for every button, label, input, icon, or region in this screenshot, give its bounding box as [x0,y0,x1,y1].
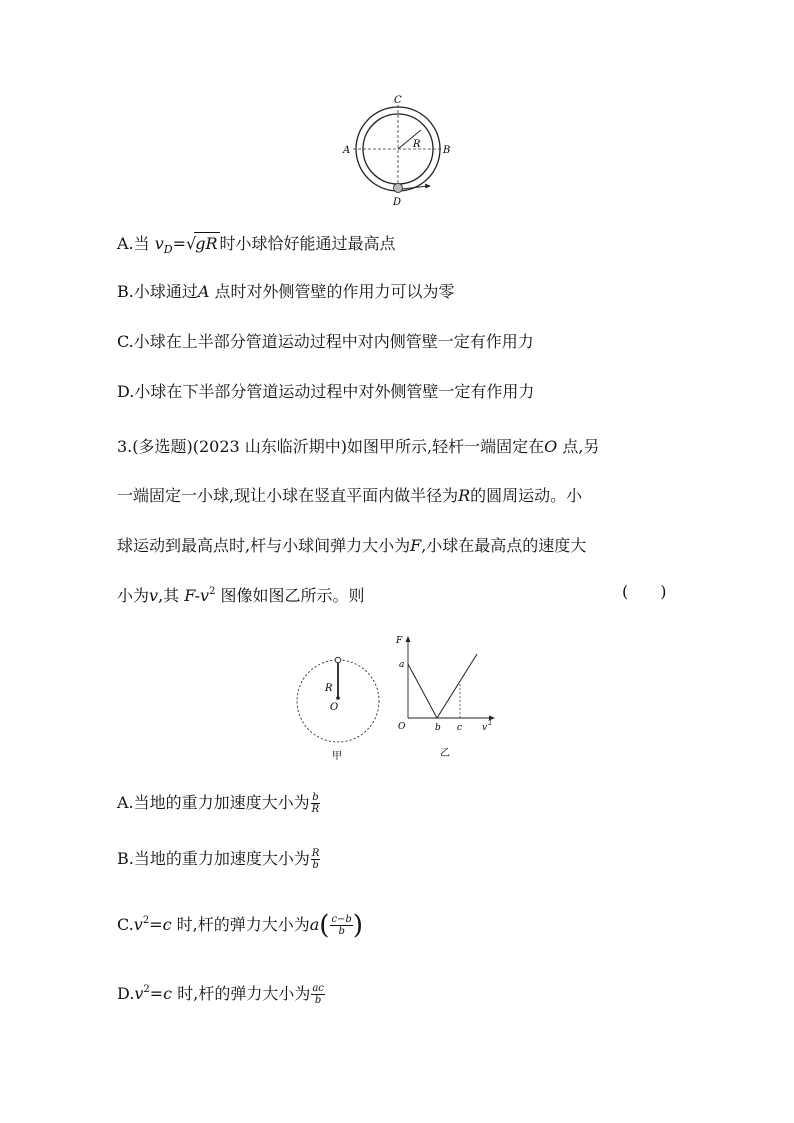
axis-label-exponent: 2 [488,720,492,727]
q3-option-d-mid: 时,杆的弹力大小为 [172,984,311,1003]
sqrt-body: gR [195,234,218,253]
q2-option-a [117,232,396,261]
tick-b: b [435,723,441,733]
fraction-denominator: b [338,926,345,937]
exponent: 2 [142,915,150,926]
label-A: A [343,145,351,156]
q2-option-b-pre: B.小球通过 [117,282,198,301]
label-O: O [330,702,339,713]
velocity-arrowhead [425,184,431,189]
pivot-o [336,696,340,700]
label-D: D [393,197,402,208]
exponent: 2 [209,586,216,597]
q2-option-a-suffix: 时小球恰好能通过最高点 [219,234,396,253]
ball [394,184,403,193]
caption-yi: 乙 [440,748,450,759]
velocity-symbol: v [134,984,144,1003]
graph-descending-segment [408,664,437,718]
q2-option-d: D.小球在下半部分管道运动过程中对外侧管壁一定有作用力 [117,382,535,401]
q2-option-b [117,281,455,303]
fraction-numerator: ac [312,983,324,994]
right-paren: ) [352,910,363,941]
q3-option-b [117,848,320,871]
answer-bracket: ( ) [622,582,667,601]
velocity-symbol: v [154,234,164,253]
point-a: A [197,282,210,301]
fraction-numerator: b [312,792,319,803]
q3-line2-post: 的圆周运动。小 [470,486,583,505]
q3-stem-line-4 [117,581,365,607]
tick-c: c [457,723,463,733]
c-symbol: c [162,915,172,934]
q3-line2-pre: 一端固定一小球,现让小球在竖直平面内做半径为 [117,486,459,505]
point-o: O [544,437,558,456]
left-paren: ( [319,910,330,941]
tick-a: a [399,660,405,670]
axis-label-F: F [396,636,403,646]
y-axis-arrow [406,636,411,642]
origin-O: O [398,722,406,732]
radius-symbol: R [458,486,471,505]
velocity-symbol: v [133,915,143,934]
label-R: R [413,139,421,150]
q3-option-b-text: B.当地的重力加速度大小为 [117,849,310,868]
q3-option-c-mid: 时,杆的弹力大小为 [171,915,310,934]
q3-option-a-text: A.当地的重力加速度大小为 [117,793,310,812]
equals-sign: = [172,234,187,253]
q3-line3-post: ,小球在最高点的速度大 [421,536,587,555]
fraction-denominator: b [314,995,322,1006]
q3-option-c [117,910,363,939]
exponent: 2 [143,984,150,995]
q3-stem-line-3 [117,535,586,557]
q3-line3-pre: 球运动到最高点时,杆与小球间弹力大小为 [117,536,411,555]
axis-label-v: v [482,723,488,733]
graph-name: F-v [184,586,210,605]
label-R: R [325,683,333,694]
fraction-denominator: R [311,804,320,815]
fraction-numerator: R [311,848,320,859]
q2-option-c: C.小球在上半部分管道运动过程中对内侧管壁一定有作用力 [117,332,534,351]
q3-option-c-pre: C. [117,915,134,934]
equals-sign: = [149,984,164,1003]
q2-option-b-post: 点时对外侧管壁的作用力可以为零 [209,282,455,301]
fraction-numerator: c−b [331,914,352,925]
figure-jia [292,654,384,766]
fraction-c-minus-b-over-b [330,914,352,937]
velocity-symbol: v [149,586,159,605]
fraction-b-over-r [311,792,321,815]
q3-line1-pre: 3.(多选题)(2023 山东临沂期中)如图甲所示,轻杆一端固定在 [117,437,545,456]
fraction-r-over-b [311,848,321,871]
caption-jia: 甲 [332,751,342,762]
fraction-ac-over-b [311,983,325,1006]
q3-line4-post: 图像如图乙所示。则 [215,586,365,605]
q3-stem-line-1 [117,436,599,458]
pipe-ring-figure [338,92,460,210]
fraction-denominator: b [312,860,319,871]
q3-option-d [117,979,325,1006]
force-symbol: F [410,536,422,555]
q3-option-a [117,792,320,815]
radical-sign: √ [186,234,197,253]
a-symbol: a [309,915,320,934]
c-symbol: c [163,984,173,1003]
label-B: B [443,145,451,156]
figure-yi [393,632,501,762]
velocity-arrow [402,186,428,189]
q3-line4-mid: ,其 [158,586,185,605]
equals-sign: = [149,915,163,934]
q3-line4-pre: 小为 [117,586,150,605]
q2-option-a-prefix: A.当 [117,234,155,253]
ball-top [335,657,341,663]
q3-stem-line-2 [117,485,582,507]
q3-line1-post: 点,另 [557,437,600,456]
velocity-subscript: D [163,243,173,256]
graph-ascending-segment [437,654,477,718]
q3-option-d-pre: D. [117,984,135,1003]
label-C: C [394,95,402,106]
